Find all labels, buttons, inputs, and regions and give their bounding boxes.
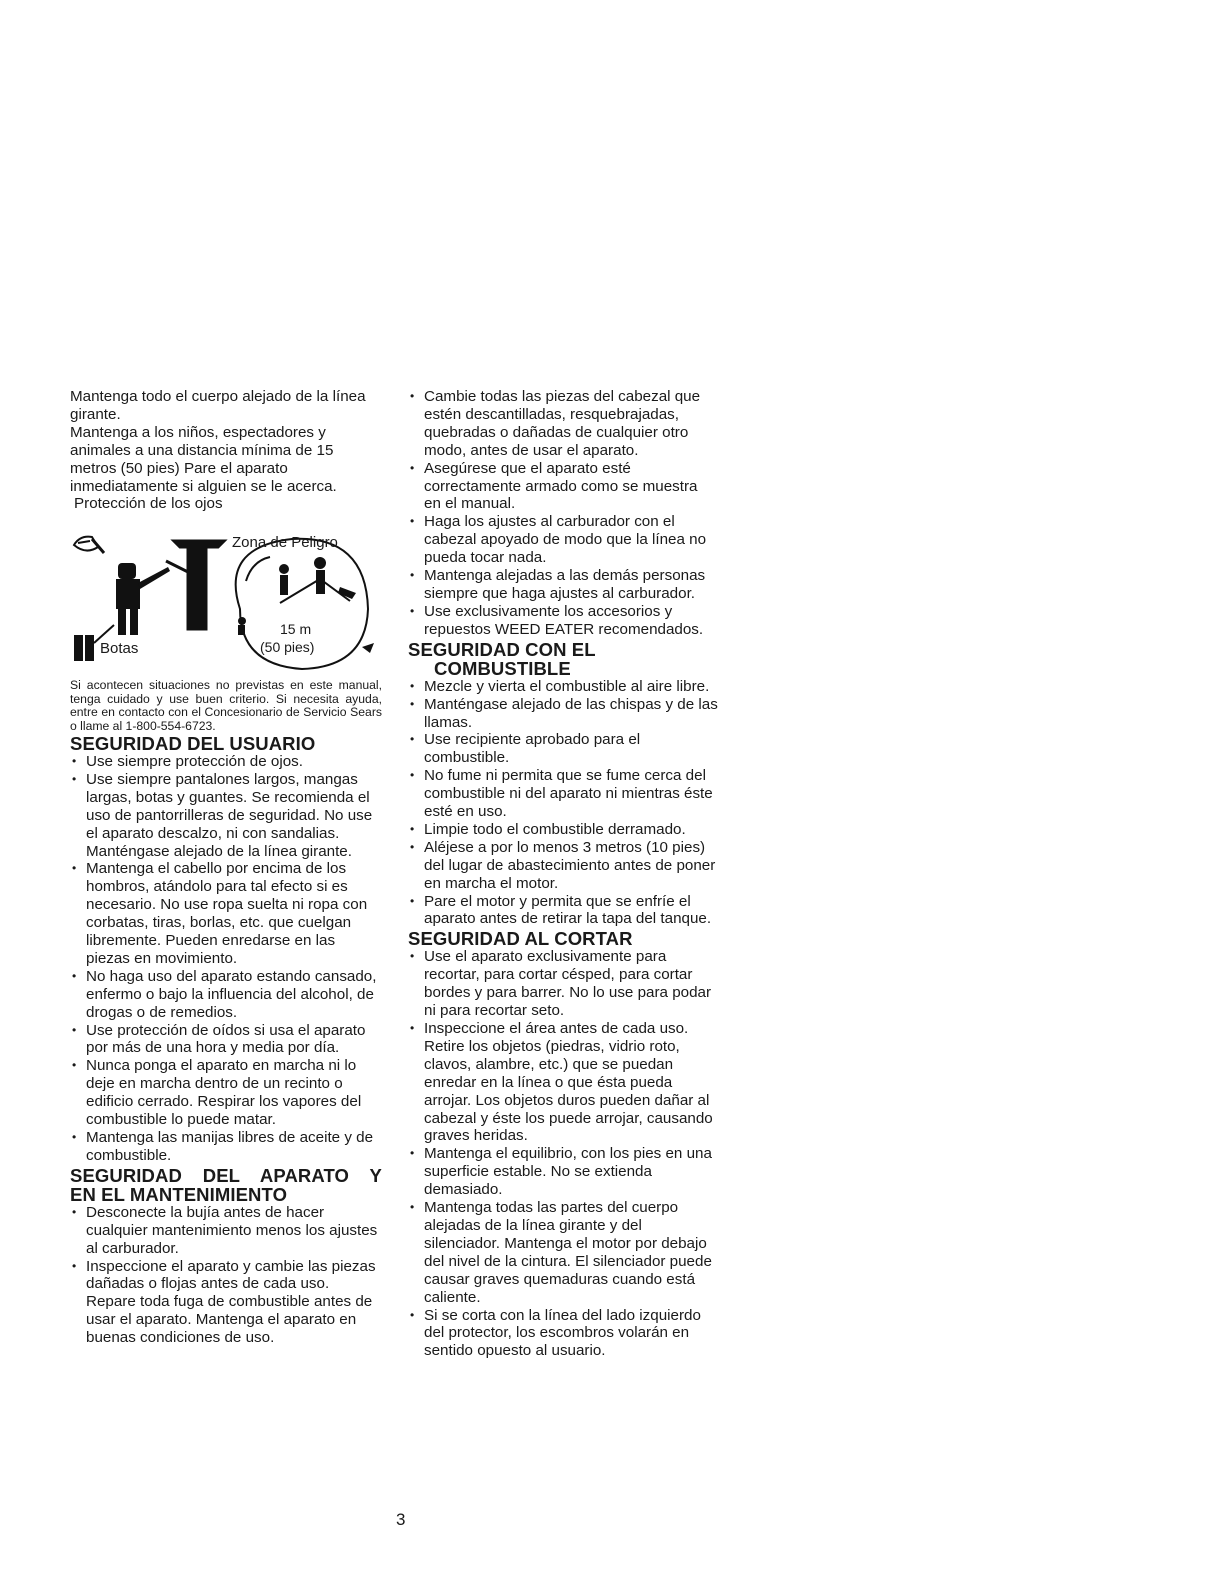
list-item: • Inspeccione el área antes de cada uso. Retire los objetos (piedras, vidrio roto, clavos, alambre, etc.) que se puedan enredar en la línea o que ésta pueda arrojar. Los objetos duros pueden dañar al cabezal y éste los puede arrojar, causando graves heridas.	[408, 1020, 718, 1145]
goggles-icon	[74, 537, 104, 553]
list-item: • Use siempre pantalones largos, mangas largas, botas y guantes. Se recomienda el uso de pantorrilleras de seguridad. No use el aparato descalzo, ni con sandalias. Manténgase alejado de la línea girante.	[70, 771, 382, 861]
list-item: • Desconecte la bujía antes de hacer cualquier mantenimiento menos los ajustes al carburador.	[70, 1204, 382, 1258]
list-item: • Mantenga alejadas a las demás personas siempre que haga ajustes al carburador.	[408, 567, 718, 603]
left-column	[70, 388, 382, 1347]
cutting-safety-list	[408, 948, 718, 1360]
list-item: • Mantenga el cabello por encima de los hombros, atándolo para tal efecto si es necesario. No use ropa suelta ni ropa con corbatas, tiras, borlas, etc. que cuelgan libremente. Pueden enredarse en las piezas en movimiento.	[70, 860, 382, 967]
list-item: • Use siempre protección de ojos.	[70, 753, 382, 771]
intro-line-2: Mantenga a los niños, espectadores y animales a una distancia mínima de 15 metros (50 pies) Pare el aparato inmediatamente si alguien se le acerca.	[70, 423, 337, 495]
cutting-safety-heading: SEGURIDAD AL CORTAR	[408, 928, 633, 950]
eye-protection-label: Protección de los ojos	[74, 495, 223, 513]
list-item: • Use protección de oídos si usa el aparato por más de una hora y media por día.	[70, 1022, 382, 1058]
list-item: • Inspeccione el aparato y cambie las piezas dañadas o flojas antes de cada uso. Repare toda fuga de combustible antes de usar el aparato. Mantenga el aparato en buenas condiciones de uso.	[70, 1258, 382, 1348]
list-item: • Mezcle y vierta el combustible al aire libre.	[408, 678, 718, 696]
list-item: • Nunca ponga el aparato en marcha ni lo deje en marcha dentro de un recinto o edificio cerrado. Respirar los vapores del combustible lo puede matar.	[70, 1057, 382, 1129]
list-item: • Asegúrese que el aparato esté correctamente armado como se muestra en el manual.	[408, 460, 718, 514]
list-item: • Use recipiente aprobado para el combustible.	[408, 731, 718, 767]
intro-line-1: Mantenga todo el cuerpo alejado de la línea girante.	[70, 388, 366, 423]
list-item: • Pare el motor y permita que se enfríe el aparato antes de retirar la tapa del tanque.	[408, 893, 718, 929]
list-item: • Limpie todo el combustible derramado.	[408, 821, 718, 839]
maintenance-heading-line-2: EN EL MANTENIMIENTO	[70, 1183, 288, 1205]
distance-m-label: 15 m	[280, 621, 312, 638]
maintenance-safety-heading	[70, 1166, 382, 1204]
maintenance-heading-line-1: SEGURIDAD DEL APARATO Y	[70, 1164, 382, 1186]
maintenance-continued-list	[408, 388, 718, 639]
right-column	[408, 388, 718, 1360]
list-item: • Mantenga todas las partes del cuerpo alejadas de la línea girante y del silenciador. Mantenga el motor por debajo del nivel de la cintura. El silenciador puede causar graves quemaduras cuando está caliente.	[408, 1199, 718, 1306]
fuel-heading-line-1: SEGURIDAD CON EL	[408, 638, 596, 660]
list-item: • Mantenga las manijas libres de aceite y de combustible.	[70, 1129, 382, 1165]
list-item: • Mantenga el equilibrio, con los pies en una superficie estable. No se extienda demasiado.	[408, 1145, 718, 1199]
maintenance-safety-list	[70, 1204, 382, 1347]
list-item: • Cambie todas las piezas del cabezal que estén descantilladas, resquebrajadas, quebradas o dañadas de cualquier otro modo, antes de usar el aparato.	[408, 388, 718, 460]
service-note: Si acontecen situaciones no previstas en este manual, tenga cuidado y use buen criterio. Si necesita ayuda, entre en contacto con el Concesionario de Servicio Sears o llame al 1-800-554-6723.	[70, 678, 382, 733]
list-item: • Use exclusivamente los accesorios y repuestos WEED EATER recomendados.	[408, 603, 718, 639]
user-safety-list	[70, 753, 382, 1165]
page-number: 3	[396, 1510, 406, 1529]
fuel-safety-list	[408, 678, 718, 929]
user-safety-heading: SEGURIDAD DEL USUARIO	[70, 732, 316, 754]
operator-icon	[116, 563, 170, 635]
list-item: • Haga los ajustes al carburador con el cabezal apoyado de modo que la línea no pueda tocar nada.	[408, 513, 718, 567]
list-item: • Use el aparato exclusivamente para recortar, para cortar césped, para cortar bordes y para barrer. No lo use para podar ni para recortar seto.	[408, 948, 718, 1020]
list-item: • Aléjese a por lo menos 3 metros (10 pies) del lugar de abastecimiento antes de poner en marcha el motor.	[408, 839, 718, 893]
list-item: • No fume ni permita que se fume cerca del combustible ni del aparato ni mientras éste esté en uso.	[408, 767, 718, 821]
distance-ft-label: (50 pies)	[260, 639, 315, 656]
fuel-safety-heading	[408, 640, 718, 678]
list-item: • Manténgase alejado de las chispas y de las llamas.	[408, 696, 718, 732]
danger-zone-figure	[70, 517, 382, 677]
trimmer-icon	[166, 541, 224, 629]
danger-zone-label: Zona de Peligro	[232, 534, 338, 552]
fuel-heading-line-2: COMBUSTIBLE	[434, 657, 571, 679]
list-item: • Si se corta con la línea del lado izquierdo del protector, los escombros volarán en sentido opuesto al usuario.	[408, 1307, 718, 1361]
boots-label: Botas	[100, 640, 139, 658]
list-item: • No haga uso del aparato estando cansado, enfermo o bajo la influencia del alcohol, de drogas o de remedios.	[70, 968, 382, 1022]
